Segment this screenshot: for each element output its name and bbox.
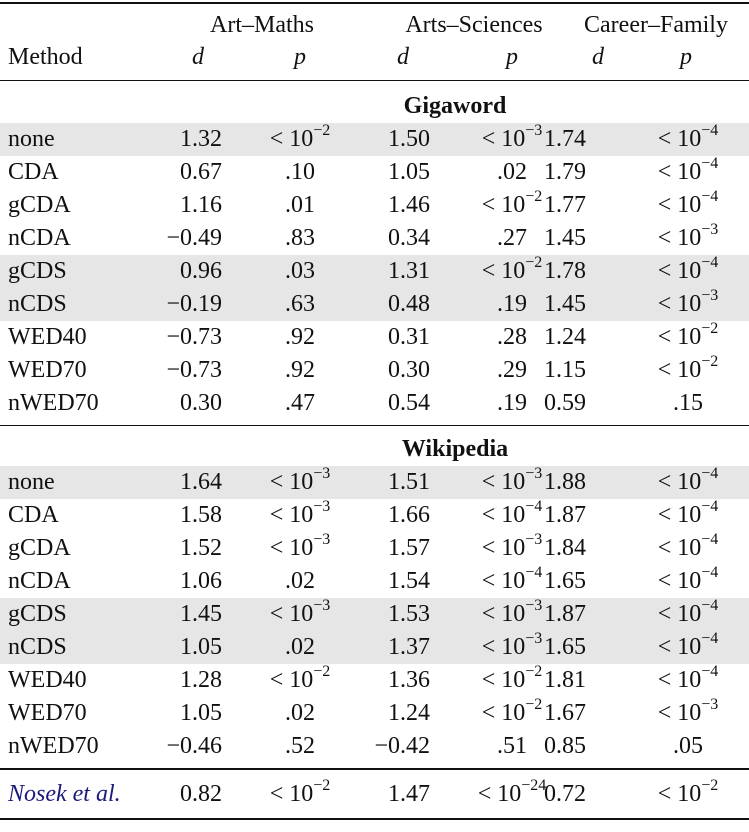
p-value: .29	[497, 357, 527, 383]
p-bound: < 10	[481, 126, 526, 152]
method-name: nCDS	[8, 291, 67, 317]
header-d: d	[192, 44, 204, 70]
p-value	[270, 778, 331, 813]
p-bound: < 10	[657, 502, 702, 528]
p-bound: < 10	[269, 469, 314, 495]
table-row	[0, 354, 749, 387]
p-value: .05	[673, 733, 703, 759]
p-value: .10	[285, 159, 315, 185]
p-exponent: −3	[701, 287, 719, 304]
p-value	[658, 565, 719, 600]
method-name: nCDS	[8, 634, 67, 660]
p-bound: < 10	[657, 568, 702, 594]
p-value	[658, 778, 719, 813]
p-value: .83	[285, 225, 315, 251]
d-value: 0.30	[388, 357, 430, 383]
p-bound: < 10	[657, 159, 702, 185]
p-exponent: −3	[701, 696, 719, 713]
table-row	[0, 189, 749, 222]
d-value: 1.24	[388, 700, 430, 726]
d-value: 1.87	[544, 502, 586, 528]
d-value: 1.88	[544, 469, 586, 495]
method-name: WED40	[8, 324, 87, 350]
table-row	[0, 778, 749, 811]
d-value: −0.49	[166, 225, 222, 251]
method-name: Nosek et al.	[8, 781, 121, 807]
header-art-maths: Art–Maths	[210, 12, 314, 38]
p-exponent: −4	[701, 465, 719, 482]
p-exponent: −3	[313, 498, 331, 515]
method-name: nWED70	[8, 733, 99, 759]
p-value	[658, 664, 719, 699]
d-value: 1.87	[544, 601, 586, 627]
p-exponent: −3	[313, 531, 331, 548]
p-value	[658, 222, 719, 257]
p-value: .02	[285, 634, 315, 660]
p-exponent: −3	[525, 122, 543, 139]
p-exponent: −2	[701, 353, 719, 370]
p-value	[482, 255, 543, 290]
p-value	[482, 123, 543, 158]
d-value: 1.05	[180, 634, 222, 660]
table-row	[0, 565, 749, 598]
p-value: .02	[497, 159, 527, 185]
p-bound: < 10	[657, 357, 702, 383]
p-bound: < 10	[657, 126, 702, 152]
d-value: 1.45	[544, 291, 586, 317]
p-exponent: −2	[525, 696, 543, 713]
section-rule	[0, 768, 749, 770]
d-value: −0.73	[166, 324, 222, 350]
header-rule	[0, 80, 749, 81]
d-value: 1.47	[388, 781, 430, 807]
p-bound: < 10	[481, 568, 526, 594]
p-bound: < 10	[269, 781, 314, 807]
d-value: 1.31	[388, 258, 430, 284]
method-name: nWED70	[8, 390, 99, 416]
d-value: 1.06	[180, 568, 222, 594]
p-value	[270, 466, 331, 501]
p-exponent: −4	[525, 498, 543, 515]
p-exponent: −2	[313, 122, 331, 139]
bottom-rule	[0, 818, 749, 820]
p-value	[482, 664, 543, 699]
p-value	[482, 466, 543, 501]
p-value: .52	[285, 733, 315, 759]
p-value	[658, 156, 719, 191]
p-bound: < 10	[269, 126, 314, 152]
method-name: gCDA	[8, 535, 71, 561]
d-value: 1.65	[544, 568, 586, 594]
header-d: d	[592, 44, 604, 70]
p-value	[658, 321, 719, 356]
p-value	[478, 778, 547, 813]
method-name: CDA	[8, 159, 59, 185]
p-value	[658, 631, 719, 666]
d-value: 1.15	[544, 357, 586, 383]
p-bound: < 10	[657, 700, 702, 726]
p-exponent: −4	[701, 498, 719, 515]
header-p: p	[294, 44, 306, 70]
p-exponent: −4	[701, 122, 719, 139]
table-row	[0, 321, 749, 354]
header-method: Method	[8, 44, 83, 70]
p-exponent: −2	[313, 663, 331, 680]
d-value: 0.59	[544, 390, 586, 416]
p-bound: < 10	[481, 634, 526, 660]
p-exponent: −3	[701, 221, 719, 238]
p-value: .19	[497, 390, 527, 416]
d-value: 1.64	[180, 469, 222, 495]
p-exponent: −2	[701, 777, 719, 794]
p-bound: < 10	[481, 469, 526, 495]
p-exponent: −4	[701, 597, 719, 614]
p-bound: < 10	[657, 667, 702, 693]
table-row	[0, 499, 749, 532]
p-value: .92	[285, 357, 315, 383]
method-name: WED70	[8, 357, 87, 383]
method-name: none	[8, 126, 55, 152]
p-exponent: −3	[525, 597, 543, 614]
p-exponent: −4	[701, 663, 719, 680]
table-row	[0, 288, 749, 321]
d-value: 1.79	[544, 159, 586, 185]
p-bound: < 10	[481, 502, 526, 528]
method-name: gCDS	[8, 601, 67, 627]
d-value: 0.54	[388, 390, 430, 416]
d-value: 1.53	[388, 601, 430, 627]
p-value: .63	[285, 291, 315, 317]
p-value	[658, 697, 719, 732]
p-value	[658, 598, 719, 633]
p-value: .92	[285, 324, 315, 350]
d-value: 1.37	[388, 634, 430, 660]
d-value: 0.34	[388, 225, 430, 251]
p-bound: < 10	[481, 700, 526, 726]
d-value: −0.46	[166, 733, 222, 759]
p-exponent: −24	[521, 777, 547, 794]
p-exponent: −3	[525, 531, 543, 548]
p-exponent: −4	[525, 564, 543, 581]
header-career-family: Career–Family	[584, 12, 728, 38]
p-value	[270, 598, 331, 633]
p-value	[658, 288, 719, 323]
d-value: −0.42	[374, 733, 430, 759]
method-name: CDA	[8, 502, 59, 528]
p-exponent: −4	[701, 188, 719, 205]
section-rule	[0, 425, 749, 426]
d-value: 0.48	[388, 291, 430, 317]
d-value: 0.31	[388, 324, 430, 350]
method-name: gCDS	[8, 258, 67, 284]
p-bound: < 10	[481, 667, 526, 693]
d-value: 1.50	[388, 126, 430, 152]
p-exponent: −3	[313, 465, 331, 482]
p-bound: < 10	[269, 502, 314, 528]
d-value: 1.28	[180, 667, 222, 693]
table-row	[0, 598, 749, 631]
d-value: 0.30	[180, 390, 222, 416]
table-row	[0, 697, 749, 730]
p-value	[658, 466, 719, 501]
d-value: 1.65	[544, 634, 586, 660]
method-name: WED40	[8, 667, 87, 693]
p-value	[270, 664, 331, 699]
header-p: p	[506, 44, 518, 70]
p-value	[658, 354, 719, 389]
method-name: WED70	[8, 700, 87, 726]
table-row	[0, 532, 749, 565]
d-value: 1.51	[388, 469, 430, 495]
p-bound: < 10	[657, 469, 702, 495]
d-value: 0.82	[180, 781, 222, 807]
d-value: 1.84	[544, 535, 586, 561]
p-bound: < 10	[481, 258, 526, 284]
d-value: 1.45	[180, 601, 222, 627]
p-bound: < 10	[657, 634, 702, 660]
p-bound: < 10	[657, 258, 702, 284]
p-exponent: −2	[701, 320, 719, 337]
table-row	[0, 156, 749, 189]
top-rule	[0, 2, 749, 4]
p-exponent: −4	[701, 531, 719, 548]
method-name: nCDA	[8, 568, 71, 594]
p-bound: < 10	[657, 291, 702, 317]
section-title	[0, 433, 749, 466]
d-value: 0.96	[180, 258, 222, 284]
method-name: gCDA	[8, 192, 71, 218]
p-exponent: −2	[525, 188, 543, 205]
p-bound: < 10	[657, 535, 702, 561]
p-exponent: −3	[313, 597, 331, 614]
p-value: .15	[673, 390, 703, 416]
table-row	[0, 255, 749, 288]
p-bound: < 10	[657, 601, 702, 627]
p-bound: < 10	[657, 192, 702, 218]
d-value: −0.73	[166, 357, 222, 383]
d-value: 1.32	[180, 126, 222, 152]
table-row	[0, 664, 749, 697]
p-value	[658, 532, 719, 567]
table-row	[0, 730, 749, 763]
p-value: .28	[497, 324, 527, 350]
p-value: .51	[497, 733, 527, 759]
table-row	[0, 222, 749, 255]
d-value: 1.81	[544, 667, 586, 693]
table-row	[0, 387, 749, 420]
p-value	[658, 499, 719, 534]
p-exponent: −4	[701, 630, 719, 647]
p-value: .27	[497, 225, 527, 251]
d-value: 1.24	[544, 324, 586, 350]
p-bound: < 10	[269, 667, 314, 693]
d-value: 1.54	[388, 568, 430, 594]
d-value: 1.45	[544, 225, 586, 251]
p-value: .19	[497, 291, 527, 317]
section-title-text: Wikipedia	[401, 436, 509, 462]
p-value	[270, 532, 331, 567]
header-row-columns	[0, 41, 749, 74]
p-bound: < 10	[481, 601, 526, 627]
p-bound: < 10	[657, 781, 702, 807]
d-value: −0.19	[166, 291, 222, 317]
p-value: .01	[285, 192, 315, 218]
p-value	[482, 532, 543, 567]
d-value: 1.77	[544, 192, 586, 218]
d-value: 1.52	[180, 535, 222, 561]
table-row	[0, 123, 749, 156]
d-value: 0.67	[180, 159, 222, 185]
p-bound: < 10	[477, 781, 522, 807]
p-bound: < 10	[269, 601, 314, 627]
section-title-text: Gigaword	[403, 93, 507, 119]
p-exponent: −3	[525, 465, 543, 482]
p-bound: < 10	[269, 535, 314, 561]
p-value	[482, 697, 543, 732]
d-value: 1.67	[544, 700, 586, 726]
p-value	[658, 255, 719, 290]
header-p: p	[680, 44, 692, 70]
d-value: 0.85	[544, 733, 586, 759]
p-exponent: −2	[525, 254, 543, 271]
p-bound: < 10	[657, 324, 702, 350]
p-value	[482, 499, 543, 534]
p-exponent: −4	[701, 254, 719, 271]
p-value: .47	[285, 390, 315, 416]
d-value: 1.58	[180, 502, 222, 528]
table-row	[0, 466, 749, 499]
d-value: 1.78	[544, 258, 586, 284]
p-exponent: −3	[525, 630, 543, 647]
p-value	[482, 598, 543, 633]
table-row	[0, 631, 749, 664]
p-bound: < 10	[481, 192, 526, 218]
p-value: .02	[285, 700, 315, 726]
p-value	[482, 189, 543, 224]
p-value	[658, 189, 719, 224]
method-name: nCDA	[8, 225, 71, 251]
p-value: .02	[285, 568, 315, 594]
p-exponent: −4	[701, 564, 719, 581]
d-value: 1.36	[388, 667, 430, 693]
p-value	[270, 499, 331, 534]
d-value: 1.74	[544, 126, 586, 152]
section-title	[0, 90, 749, 123]
d-value: 1.05	[180, 700, 222, 726]
d-value: 1.46	[388, 192, 430, 218]
header-arts-sciences: Arts–Sciences	[405, 12, 543, 38]
header-row-groups	[0, 9, 749, 42]
p-value	[270, 123, 331, 158]
d-value: 1.66	[388, 502, 430, 528]
p-value	[482, 631, 543, 666]
p-exponent: −2	[525, 663, 543, 680]
p-exponent: −2	[313, 777, 331, 794]
p-bound: < 10	[657, 225, 702, 251]
d-value: 1.16	[180, 192, 222, 218]
p-value: .03	[285, 258, 315, 284]
d-value: 1.05	[388, 159, 430, 185]
d-value: 1.57	[388, 535, 430, 561]
p-value	[658, 123, 719, 158]
d-value: 0.72	[544, 781, 586, 807]
p-exponent: −4	[701, 155, 719, 172]
p-bound: < 10	[481, 535, 526, 561]
header-d: d	[397, 44, 409, 70]
p-value	[482, 565, 543, 600]
method-name: none	[8, 469, 55, 495]
